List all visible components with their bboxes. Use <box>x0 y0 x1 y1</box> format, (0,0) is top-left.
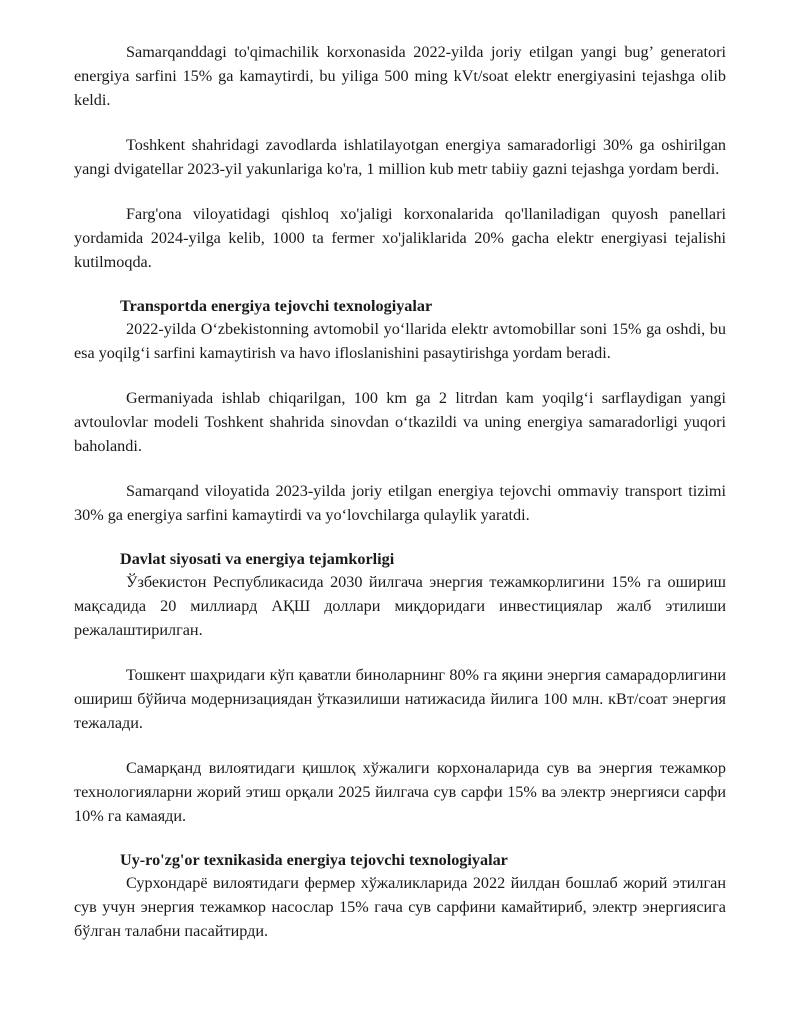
paragraph-intro-3: Farg'ona viloyatidagi qishloq xo'jaligi korxonalarida qo'llaniladigan quyosh panellari yordamida 2024-yilga kelib, 1000 ta fermer xo'jaliklarida 20% gacha elektr energiyasi tejalishi kutilmoqda. <box>74 205 726 271</box>
paragraph-policy-1: Ўзбекистон Республикасида 2030 йилгача энергия тежамкорлигини 15% га ошириш мақсадида 20 миллиард АҚШ доллари миқдоридаги инвестициялар жалб этилиши режалаштирилган. <box>74 573 726 639</box>
heading-household: Uy-ro'zg'or texnikasida energiya tejovchi texnologiyalar <box>120 851 508 869</box>
heading-policy: Davlat siyosati va energiya tejamkorligi <box>120 550 395 568</box>
paragraph-transport-2: Germaniyada ishlab chiqarilgan, 100 km ga 2 litrdan kam yoqilg‘i sarflaydigan yangi avtoulovlar modeli Toshkent shahrida sinovdan o‘tkazildi va uning energiya samaradorligi yuqori baholandi. <box>74 389 726 455</box>
paragraph-policy-2: Тошкент шаҳридаги кўп қаватли биноларнинг 80% га яқини энергия самарадорлигини ошириш бўйича модернизациядан ўтказилиши натижасида йилига 100 млн. кВт/соат энергия тежалади. <box>74 666 726 732</box>
paragraph-transport-3: Samarqand viloyatida 2023-yilda joriy etilgan energiya tejovchi ommaviy transport tizimi 30% ga energiya sarfini kamaytirdi va yo‘lovchilarga qulaylik yaratdi. <box>74 482 726 524</box>
paragraph-intro-1: Samarqanddagi to'qimachilik korxonasida 2022-yilda joriy etilgan yangi bug’ generatori energiya sarfini 15% ga kamaytirdi, bu yiliga 500 ming kVt/soat elektr energiyasini tejashga olib keldi. <box>74 43 726 109</box>
paragraph-intro-2: Toshkent shahridagi zavodlarda ishlatilayotgan energiya samaradorligi 30% ga oshirilgan yangi dvigatellar 2023-yil yakunlariga ko'ra, 1 million kub metr tabiiy gazni tejashga yordam berdi. <box>74 136 726 178</box>
paragraph-policy-3: Самарқанд вилоятидаги қишлоқ хўжалиги корхоналарида сув ва энергия тежамкор технологияларни жорий этиш орқали 2025 йилгача сув сарфи 15% ва электр энергияси сарфи 10% га камаяди. <box>74 759 726 825</box>
heading-transport: Transportda energiya tejovchi texnologiyalar <box>120 297 433 315</box>
paragraph-transport-1: 2022-yilda O‘zbekistonning avtomobil yo‘llarida elektr avtomobillar soni 15% ga oshdi, bu esa yoqilg‘i sarfini kamaytirish va havo ifloslanishini pasaytirishga yordam beradi. <box>74 320 726 362</box>
paragraph-household-1: Сурхондарё вилоятидаги фермер хўжаликларида 2022 йилдан бошлаб жорий этилган сув учун энергия тежамкор насослар 15% гача сув сарфини камайтириб, электр энергиясига бўлган талабни пасайтирди. <box>74 874 726 940</box>
document-page <box>74 40 726 964</box>
